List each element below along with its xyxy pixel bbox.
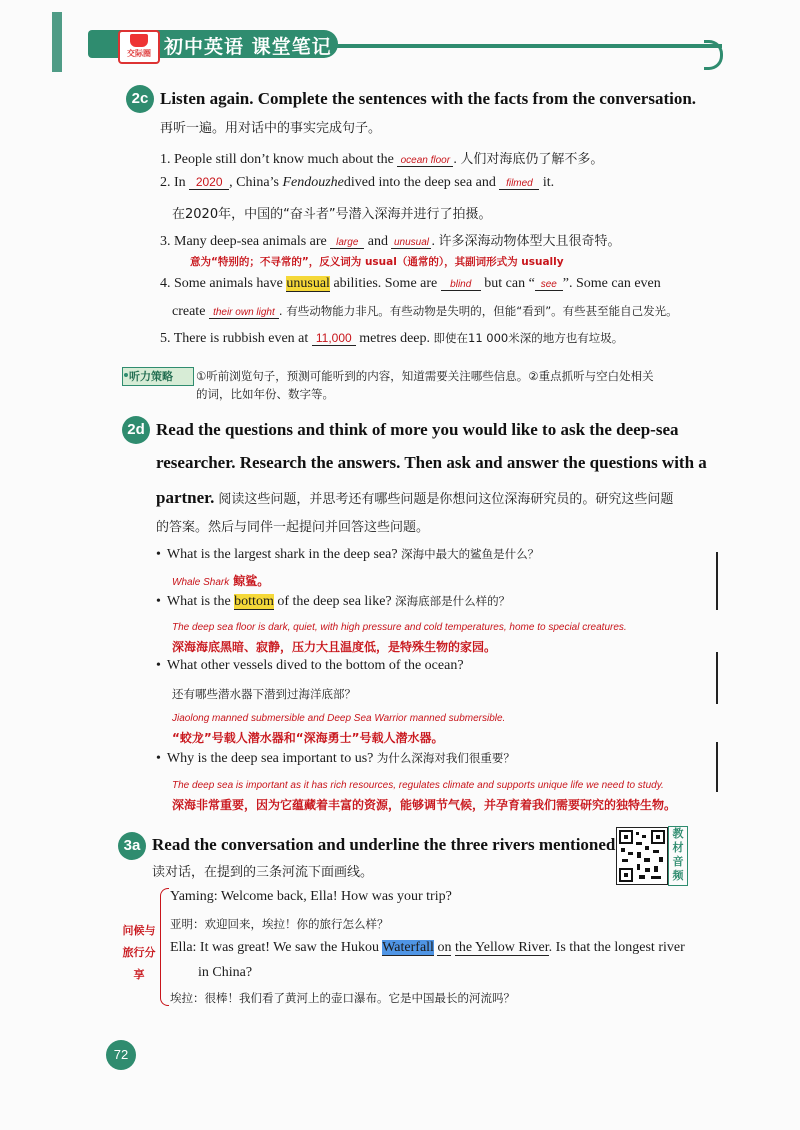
dialogue-line-1: Yaming: Welcome back, Ella! How was your trip? [170, 889, 452, 904]
sentence-5: 5. There is rubbish even at 11,000 metres deep. 即使在11 000米深的地方也有垃圾。 [160, 331, 624, 346]
sentence-1: 1. People still don’t know much about the ocean floor . 人们对海底仍了解不多。 [160, 152, 604, 167]
sentence-3: 3. Many deep-sea animals are large and unusual . 许多深海动物体型大且很奇特。 [160, 234, 621, 249]
dialogue-line-2-translation: 埃拉：很棒！我们看了黄河上的壶口瀑布。它是中国最长的河流吗？ [170, 991, 515, 1005]
answer-blank[interactable]: their own light [209, 307, 279, 319]
dialogue-line-2-continued: in China? [198, 965, 253, 980]
audio-label: 教材音频 [668, 826, 688, 886]
sentence-2-translation: 在2020年，中国的“奋斗者”号潜入深海并进行了拍摄。 [172, 207, 492, 222]
section-badge-2c: 2c [126, 85, 154, 113]
answer-blank[interactable]: blind [441, 279, 481, 291]
listening-strategy-tag: 听力策略 [122, 367, 194, 386]
answer-blank[interactable]: large [330, 237, 364, 249]
section-badge-2d: 2d [122, 416, 150, 444]
section-subtitle-2d: 的答案。然后与同伴一起提问并回答这些问题。 [156, 520, 430, 535]
answer-blank[interactable]: 11,000 [312, 331, 356, 346]
section-badge-3a: 3a [118, 832, 146, 860]
answer-2-en: The deep sea floor is dark, quiet, with high pressure and cold temperatures, home to special creatures. [172, 622, 627, 633]
highlight-waterfall: Waterfall [382, 940, 434, 955]
edge-mark [716, 652, 718, 704]
dialogue-line-1-translation: 亚明：欢迎回来，埃拉！你的旅行怎么样？ [170, 917, 389, 931]
answer-1: Whale Shark 鲸鲨。 [172, 574, 270, 588]
answer-blank[interactable]: see [535, 279, 563, 291]
section-title-2d: Read the questions and think of more you would like to ask the deep-sea [156, 420, 679, 439]
page-edge-tab [52, 12, 62, 72]
brand-logo: 交际圈 [118, 30, 160, 64]
edge-mark [716, 552, 718, 610]
question-3-translation: 还有哪些潜水器下潜到过海洋底部？ [172, 687, 356, 701]
answer-3-en: Jiaolong manned submersible and Deep Sea Warrior manned submersible. [172, 713, 506, 724]
dialogue-line-2: Ella: It was great! We saw the Hukou Waterfall on the Yellow River. Is that the longest river [170, 940, 685, 955]
section-title-2c: Listen again. Complete the sentences with the facts from the conversation. [160, 89, 697, 108]
underline-yellow-river: the Yellow River [454, 940, 549, 955]
question-1: • What is the largest shark in the deep sea? 深海中最大的鲨鱼是什么？ [156, 546, 539, 563]
question-3: • What other vessels dived to the bottom of the ocean? [156, 658, 464, 674]
annotation-unusual: 意为“特别的；不寻常的”，反义词为 usual（通常的），其副词形式为 usually [190, 256, 564, 268]
answer-blank[interactable]: ocean floor [397, 155, 453, 167]
answer-blank[interactable]: unusual [391, 237, 431, 249]
header-rule [330, 44, 722, 48]
answer-blank[interactable]: filmed [499, 178, 539, 190]
highlight-bottom: bottom [234, 594, 274, 609]
answer-4-en: The deep sea is important as it has rich resources, regulates climate and supports unique life we need to study. [172, 780, 664, 791]
section-title-2d: partner. 阅读这些问题，并思考还有哪些问题是你想问这位深海研究员的。研究这些问题 [156, 488, 674, 507]
strategy-text: 的词，比如年份、数字等。 [196, 387, 334, 401]
section-title-3a: Read the conversation and underline the three rivers mentioned. [152, 835, 620, 854]
dialogue-brace [160, 888, 169, 1006]
sentence-4: 4. Some animals have unusual abilities. Some are blind but can “ see ”. Some can even [160, 276, 661, 291]
highlight-unusual: unusual [286, 276, 330, 291]
answer-2-zh: 深海海底黑暗、寂静，压力大且温度低，是特殊生物的家园。 [172, 640, 497, 654]
book-icon [130, 34, 148, 47]
question-2: • What is the bottom of the deep sea like? 深海底部是什么样的？ [156, 593, 510, 610]
section-subtitle-2c: 再听一遍。用对话中的事实完成句子。 [160, 121, 382, 136]
qr-code-icon[interactable] [616, 827, 668, 885]
strategy-text: ①听前浏览句子，预测可能听到的内容，知道需要关注哪些信息。②重点抓听与空白处相关 [196, 369, 654, 383]
answer-3-zh: “蛟龙”号载人潜水器和“深海勇士”号载人潜水器。 [172, 731, 444, 745]
answer-blank[interactable]: 2020 [189, 175, 229, 190]
section-subtitle-3a: 读对话，在提到的三条河流下面画线。 [152, 865, 374, 880]
sentence-2: 2. In 2020 , China’s Fendouzhedived into the deep sea and filmed it. [160, 175, 555, 190]
side-note: 问候与旅行分享 [122, 924, 156, 981]
sentence-4-continued: create their own light . 有些动物能力非凡。有些动物是失明的，但能“看到”。有些甚至能自己发光。 [172, 304, 678, 319]
bullet-dot [124, 373, 128, 377]
section-title-2d: researcher. Research the answers. Then ask and answer the questions with a [156, 453, 707, 472]
page-number: 72 [106, 1040, 136, 1070]
header-title: 初中英语 课堂笔记 [164, 36, 332, 58]
answer-4-zh: 深海非常重要，因为它蕴藏着丰富的资源，能够调节气候，并孕育着我们需要研究的独特生物。 [172, 798, 677, 812]
edge-mark [716, 742, 718, 792]
question-4: • Why is the deep sea important to us? 为什么深海对我们很重要？ [156, 750, 515, 767]
